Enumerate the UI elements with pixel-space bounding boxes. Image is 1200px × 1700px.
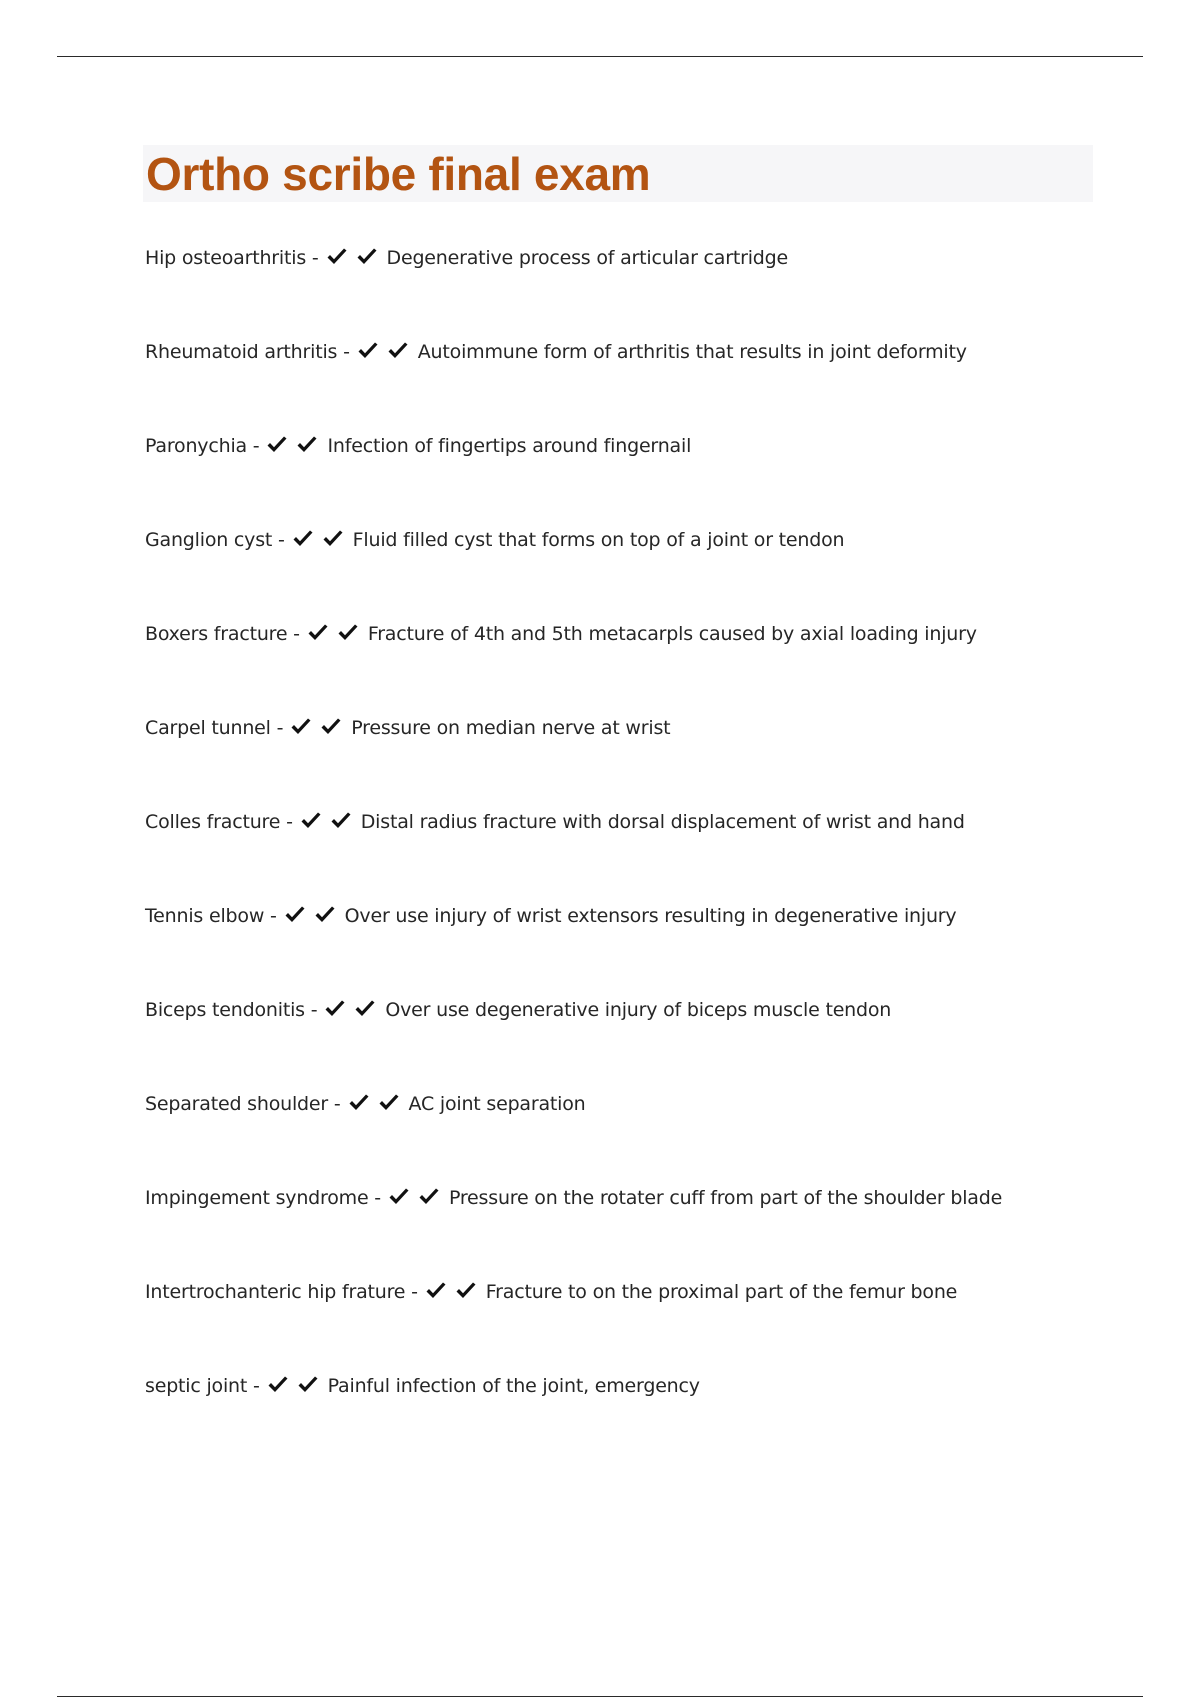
entry-definition: Fluid filled cyst that forms on top of a joint or tendon bbox=[352, 529, 845, 551]
entry-term: Biceps tendonitis bbox=[145, 999, 305, 1021]
check-icon bbox=[347, 1091, 371, 1115]
flashcard-entry: septic joint - Painful infection of the joint, emergency bbox=[145, 1371, 1145, 1465]
check-icon bbox=[377, 1091, 401, 1115]
double-check-icon bbox=[323, 997, 383, 1030]
flashcard-entry: Boxers fracture - Fracture of 4th and 5th metacarpls caused by axial loading injury bbox=[145, 619, 1145, 713]
check-icon bbox=[454, 1279, 478, 1303]
check-icon bbox=[295, 433, 319, 457]
flashcard-entry: Ganglion cyst - Fluid filled cyst that forms on top of a joint or tendon bbox=[145, 525, 1145, 619]
check-icon bbox=[387, 1185, 411, 1209]
check-icon bbox=[355, 245, 379, 269]
check-icon bbox=[321, 527, 345, 551]
double-check-icon bbox=[299, 809, 359, 842]
entry-definition: Infection of fingertips around fingernail bbox=[327, 435, 692, 457]
flashcard-entry: Hip osteoarthritis - Degenerative process of articular cartridge bbox=[145, 243, 1145, 337]
double-check-icon bbox=[283, 903, 343, 936]
flashcard-entry: Tennis elbow - Over use injury of wrist extensors resulting in degenerative injury bbox=[145, 901, 1145, 995]
entry-definition: Painful infection of the joint, emergency bbox=[327, 1375, 700, 1397]
check-icon bbox=[289, 715, 313, 739]
entry-term: Impingement syndrome bbox=[145, 1187, 369, 1209]
check-icon bbox=[299, 809, 323, 833]
entry-definition: Distal radius fracture with dorsal displacement of wrist and hand bbox=[360, 811, 965, 833]
entry-definition: Over use injury of wrist extensors resulting in degenerative injury bbox=[344, 905, 957, 927]
entry-definition: Autoimmune form of arthritis that results in joint deformity bbox=[417, 341, 967, 363]
check-icon bbox=[283, 903, 307, 927]
check-icon bbox=[313, 903, 337, 927]
flashcard-entry: Intertrochanteric hip frature - Fracture to on the proximal part of the femur bone bbox=[145, 1277, 1145, 1371]
entry-term: Tennis elbow bbox=[145, 905, 265, 927]
check-icon bbox=[424, 1279, 448, 1303]
entry-term: Intertrochanteric hip frature bbox=[145, 1281, 406, 1303]
check-icon bbox=[319, 715, 343, 739]
flashcard-entry: Paronychia - Infection of fingertips around fingernail bbox=[145, 431, 1145, 525]
flashcard-entry: Carpel tunnel - Pressure on median nerve at wrist bbox=[145, 713, 1145, 807]
entry-term: Hip osteoarthritis bbox=[145, 247, 307, 269]
check-icon bbox=[266, 1373, 290, 1397]
check-icon bbox=[296, 1373, 320, 1397]
double-check-icon bbox=[356, 339, 416, 372]
double-check-icon bbox=[306, 621, 366, 654]
double-check-icon bbox=[266, 1373, 326, 1406]
check-icon bbox=[329, 809, 353, 833]
entry-definition: Pressure on median nerve at wrist bbox=[351, 717, 671, 739]
entry-term: Carpel tunnel bbox=[145, 717, 271, 739]
double-check-icon bbox=[291, 527, 351, 560]
flashcard-entry: Rheumatoid arthritis - Autoimmune form of arthritis that results in joint deformity bbox=[145, 337, 1145, 431]
double-check-icon bbox=[289, 715, 349, 748]
entry-definition: Fracture to on the proximal part of the femur bone bbox=[485, 1281, 958, 1303]
flashcard-entry: Colles fracture - Distal radius fracture with dorsal displacement of wrist and hand bbox=[145, 807, 1145, 901]
double-check-icon bbox=[424, 1279, 484, 1312]
entry-term: septic joint bbox=[145, 1375, 248, 1397]
entry-term: Boxers fracture bbox=[145, 623, 288, 645]
check-icon bbox=[353, 997, 377, 1021]
check-icon bbox=[323, 997, 347, 1021]
check-icon bbox=[417, 1185, 441, 1209]
check-icon bbox=[325, 245, 349, 269]
document-title: Ortho scribe final exam bbox=[146, 148, 651, 200]
check-icon bbox=[306, 621, 330, 645]
header-rule bbox=[57, 56, 1143, 57]
double-check-icon bbox=[265, 433, 325, 466]
check-icon bbox=[291, 527, 315, 551]
entry-term: Ganglion cyst bbox=[145, 529, 273, 551]
check-icon bbox=[386, 339, 410, 363]
footer-rule bbox=[57, 1696, 1143, 1697]
entry-term: Rheumatoid arthritis bbox=[145, 341, 338, 363]
flashcard-entry: Separated shoulder - AC joint separation bbox=[145, 1089, 1145, 1183]
entry-definition: AC joint separation bbox=[408, 1093, 586, 1115]
check-icon bbox=[336, 621, 360, 645]
entry-definition: Over use degenerative injury of biceps muscle tendon bbox=[385, 999, 892, 1021]
flashcard-list bbox=[145, 243, 1145, 1465]
double-check-icon bbox=[325, 245, 385, 278]
entry-term: Separated shoulder bbox=[145, 1093, 328, 1115]
check-icon bbox=[265, 433, 289, 457]
flashcard-entry: Biceps tendonitis - Over use degenerative injury of biceps muscle tendon bbox=[145, 995, 1145, 1089]
flashcard-entry: Impingement syndrome - Pressure on the rotater cuff from part of the shoulder blade bbox=[145, 1183, 1145, 1277]
entry-term: Paronychia bbox=[145, 435, 247, 457]
double-check-icon bbox=[387, 1185, 447, 1218]
entry-term: Colles fracture bbox=[145, 811, 281, 833]
entry-definition: Fracture of 4th and 5th metacarpls caused by axial loading injury bbox=[367, 623, 977, 645]
check-icon bbox=[356, 339, 380, 363]
double-check-icon bbox=[347, 1091, 407, 1124]
entry-definition: Degenerative process of articular cartridge bbox=[386, 247, 788, 269]
entry-definition: Pressure on the rotater cuff from part of the shoulder blade bbox=[448, 1187, 1003, 1209]
